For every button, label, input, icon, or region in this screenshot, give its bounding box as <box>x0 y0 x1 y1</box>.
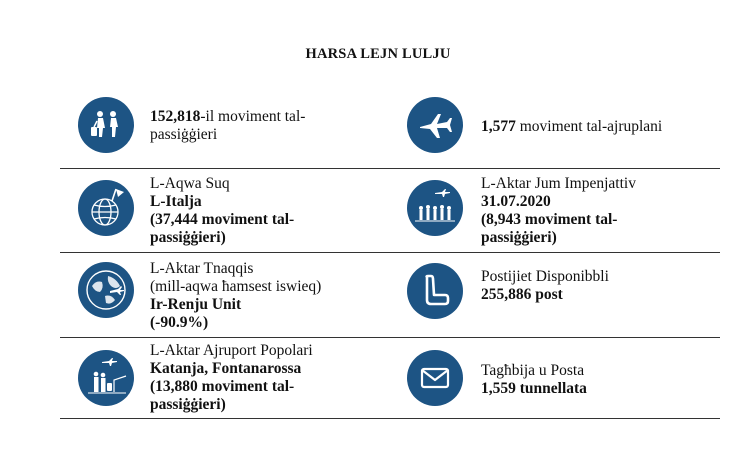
stat-value: 152,818 <box>150 108 201 125</box>
stat-value: 255,886 post <box>481 286 563 303</box>
busiest-day-stat <box>481 175 636 247</box>
stat-label: Tagħbija u Posta <box>481 362 585 379</box>
stat-value: Katanja, Fontanarossa <box>150 360 302 377</box>
stat-detail-line2: passiġġieri) <box>150 396 226 413</box>
available-seats-stat <box>481 268 609 304</box>
stat-value: Ir-Renju Unit <box>150 296 242 313</box>
stat-detail: (8,943 moviment tal- <box>481 211 618 228</box>
airplane-icon <box>407 97 463 153</box>
page-title: HARSA LEJN LULJU <box>305 46 451 62</box>
row-divider <box>60 418 720 419</box>
passengers-walking-icon <box>78 97 134 153</box>
stat-value: L-Italja <box>150 193 202 210</box>
stat-text: moviment tal-ajruplani <box>515 118 663 135</box>
stat-detail: (37,444 moviment tal- <box>150 211 295 228</box>
mail-envelope-icon <box>407 350 463 406</box>
most-popular-airport-stat <box>150 342 313 414</box>
row-divider <box>60 337 720 338</box>
stat-detail: (13,880 moviment tal- <box>150 378 295 395</box>
top-market-stat <box>150 175 294 247</box>
stat-text: -il moviment tal- <box>200 108 306 125</box>
stat-label: L-Aktar Jum Impenjattiv <box>481 175 636 192</box>
seat-icon <box>407 263 463 319</box>
globe-flag-icon <box>78 180 134 236</box>
crowd-plane-icon <box>407 180 463 236</box>
row-divider <box>60 252 720 253</box>
aircraft-movements-stat <box>481 118 662 136</box>
stat-value: 1,559 tunnellata <box>481 380 587 397</box>
stat-text-line2: passiġġieri <box>150 126 218 143</box>
stat-detail-line2: passiġġieri) <box>481 229 557 246</box>
passenger-movements-stat <box>150 108 305 144</box>
cargo-mail-stat <box>481 362 587 398</box>
airport-travellers-icon <box>78 350 134 406</box>
stat-label: L-Aqwa Suq <box>150 175 230 192</box>
stat-label: L-Aktar Tnaqqis <box>150 260 254 277</box>
stat-value: 1,577 <box>481 118 516 135</box>
stat-detail: (-90.9%) <box>150 314 209 331</box>
stat-label: Postijiet Disponibbli <box>481 268 609 285</box>
stat-sublabel: (mill-aqwa ħamsest iswieq) <box>150 278 322 295</box>
stat-value: 31.07.2020 <box>481 193 551 210</box>
stat-label: L-Aktar Ajruport Popolari <box>150 342 313 359</box>
largest-decrease-stat <box>150 260 321 332</box>
row-divider <box>60 168 720 169</box>
globe-plane-icon <box>78 262 134 318</box>
stat-detail-line2: passiġġieri) <box>150 229 226 246</box>
